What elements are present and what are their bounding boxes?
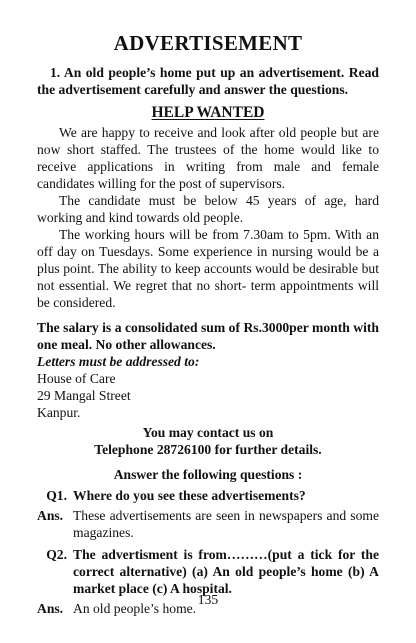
contact-line: You may contact us on [142, 425, 274, 440]
answer-label: Ans. [37, 508, 64, 523]
address-block [37, 370, 379, 421]
page-title: ADVERTISEMENT [113, 31, 303, 55]
letters-label: Letters must be addressed to: [37, 354, 200, 369]
answer-item [37, 507, 379, 541]
question-text: The advertisment is from………(put a tick for the correct alternative) (a) An old people’s home (b) A market place (c) A hospital. [73, 547, 379, 596]
question-item [37, 546, 379, 597]
answer-label: Ans. [37, 601, 64, 616]
contact-line: Telephone 28726100 for further details. [94, 442, 322, 457]
advertisement-paragraph: The working hours will be from 7.30am to 5pm. With an off day on Tuesdays. Some experience in nursing would be a plus point. The ability to keep accounts would be desirable but not essential. We regret that no short- term appointments will be considered. [37, 227, 379, 310]
address-line: Kanpur. [37, 405, 81, 420]
advertisement-heading: HELP WANTED [151, 104, 265, 121]
salary-statement: The salary is a consolidated sum of Rs.3000per month with one meal. No other allowances. [37, 320, 379, 352]
address-line: House of Care [37, 371, 116, 386]
question-instruction: 1. An old people’s home put up an advertisement. Read the advertisement carefully and answer the questions. [37, 65, 379, 97]
answer-text: These advertisements are seen in newspapers and some magazines. [73, 508, 379, 540]
question-text: Where do you see these advertisements? [73, 488, 306, 503]
page-number: 135 [197, 592, 219, 607]
question-item [37, 487, 379, 504]
advertisement-paragraph: We are happy to receive and look after old people but are now short staffed. The trustees of the home would like to receive applications in writing from male and female candidates willing for the post of supervisors. [37, 125, 379, 191]
contact-block [37, 424, 379, 458]
question-label: Q1. [46, 488, 67, 503]
answer-text: An old people’s home. [73, 601, 197, 616]
page-content [37, 30, 379, 622]
question-label: Q2. [46, 547, 67, 562]
questions-heading: Answer the following questions : [113, 467, 303, 482]
address-line: 29 Mangal Street [37, 388, 131, 403]
advertisement-paragraph: The candidate must be below 45 years of age, hard working and kind towards old people. [37, 193, 379, 225]
